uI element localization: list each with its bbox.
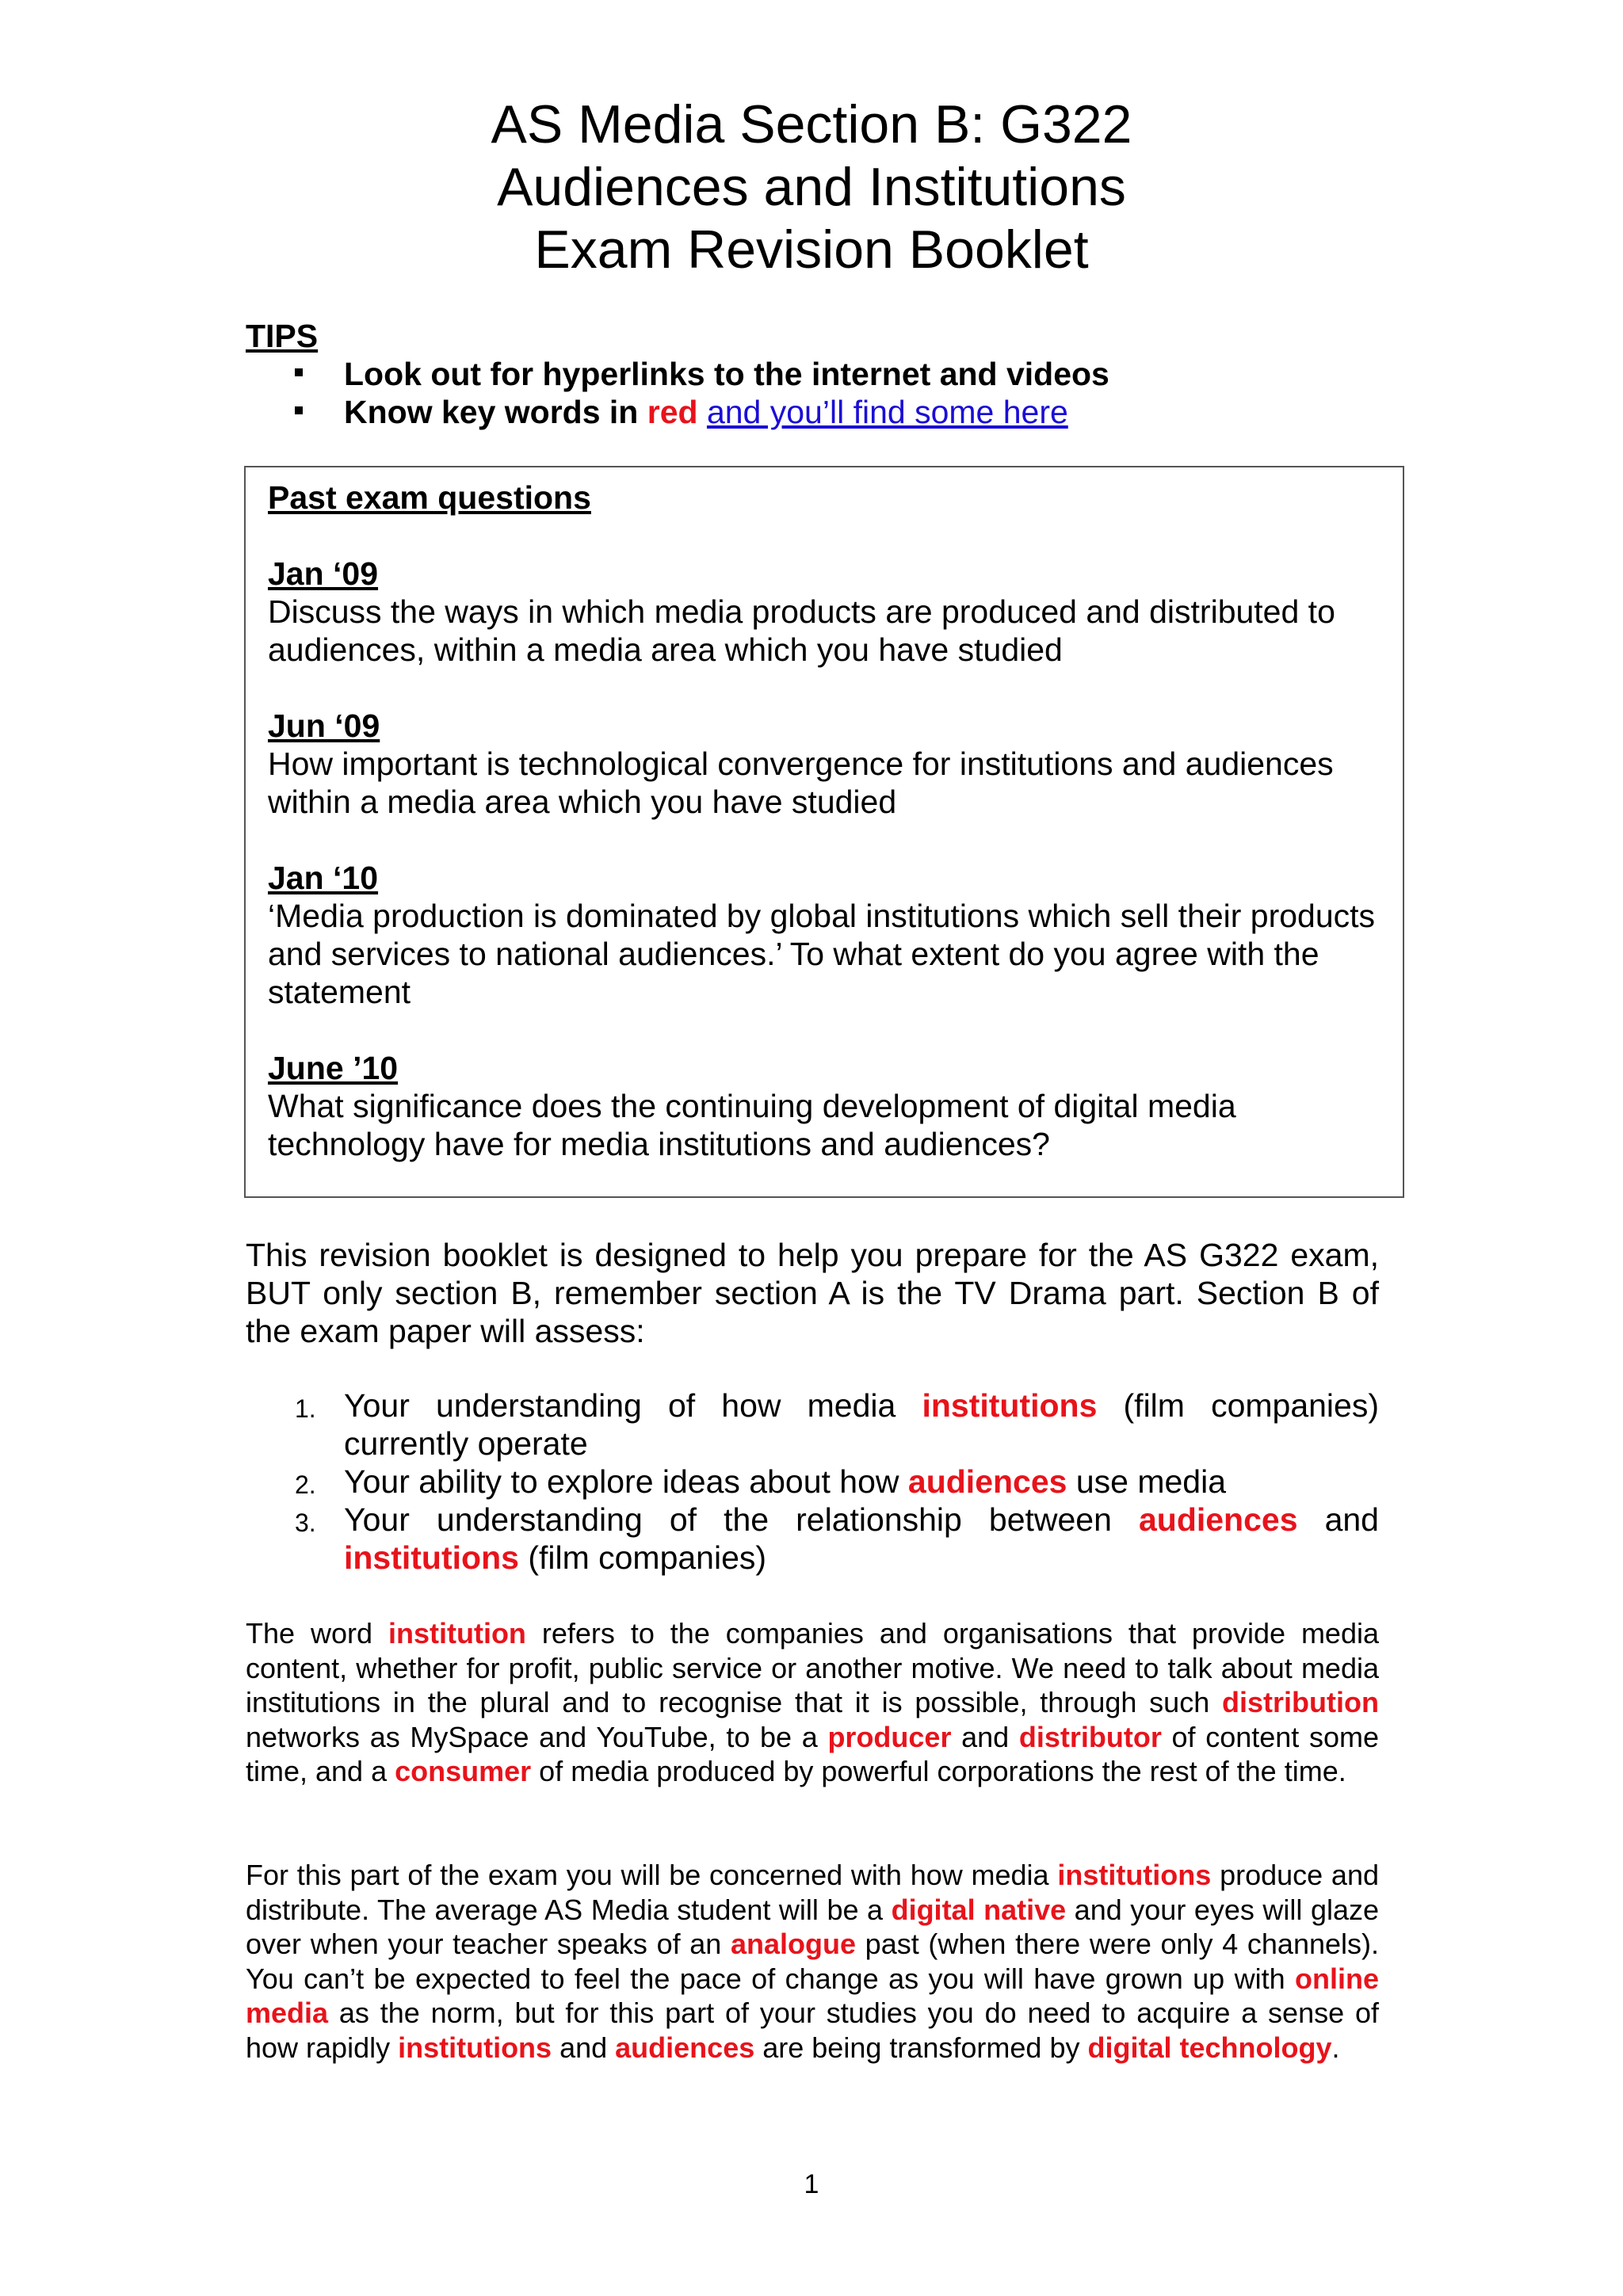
question-date: Jan ‘09 <box>268 555 379 592</box>
criteria-text: Your understanding of how media <box>344 1387 922 1424</box>
body-text: are being transformed by <box>754 2031 1088 2064</box>
body-text: . <box>1331 2031 1340 2064</box>
keyword-red: digital technology <box>1087 2031 1332 2064</box>
criteria-text: Your ability to explore ideas about how <box>344 1463 908 1500</box>
question-date: Jun ‘09 <box>268 707 380 744</box>
keyword-red: institutions <box>398 2031 552 2064</box>
keyword-red: producer <box>827 1720 952 1753</box>
body-text: and your eyes will glaze over when your teacher speaks of an <box>246 1893 1380 1960</box>
list-number: 2. <box>295 1470 316 1499</box>
keywords-link[interactable]: and you’ll find some here <box>706 394 1068 430</box>
tips-heading: TIPS <box>246 318 319 354</box>
criteria-text: use media <box>1067 1463 1227 1500</box>
tip-text: Look out for hyperlinks to the internet and videos <box>344 356 1109 392</box>
tip-item-keywords <box>246 393 1109 431</box>
digital-change-paragraph <box>246 1858 1379 2065</box>
keyword-red: consumer <box>395 1755 532 1787</box>
question-text: What significance does the continuing development of digital media technology have for media institutions and audiences? <box>268 1088 1236 1162</box>
keyword-red: audiences <box>615 2031 755 2064</box>
criteria-text: and <box>1297 1501 1379 1538</box>
body-text: refers to the companies and organisations that provide media content, whether for profit, public service or another motive. We need to talk about media institutions in the plural and to recognise that it is possible, through such <box>246 1617 1379 1718</box>
question-text: How important is technological convergence for institutions and audiences within a media area which you have studied <box>268 746 1334 820</box>
keyword-red: online media <box>246 1962 1379 2029</box>
keyword-red: institutions <box>922 1387 1098 1424</box>
keyword-red: audiences <box>907 1463 1067 1500</box>
keyword-red: institutions <box>344 1539 519 1576</box>
title-line-1: AS Media Section B: G322 <box>491 94 1132 154</box>
question-date: Jan ‘10 <box>268 860 379 896</box>
list-number: 1. <box>295 1394 316 1423</box>
past-exam-questions-box <box>244 466 1404 1198</box>
body-text: networks as MySpace and YouTube, to be a <box>246 1720 828 1753</box>
body-text: of media produced by powerful corporations the rest of the time. <box>531 1755 1346 1787</box>
list-number: 3. <box>295 1508 316 1537</box>
square-bullet-icon <box>295 406 303 414</box>
keyword-red: institutions <box>1057 1859 1212 1891</box>
past-exam-questions-heading: Past exam questions <box>268 479 591 516</box>
body-text: The word <box>246 1617 388 1650</box>
criteria-text: Your understanding of the relationship between <box>344 1501 1139 1538</box>
question-text: Discuss the ways in which media products are produced and distributed to audiences, within a media area which you have studied <box>268 593 1335 668</box>
keyword-red: red <box>647 394 698 430</box>
page-number: 1 <box>804 2169 819 2199</box>
document-title <box>0 93 1623 281</box>
criteria-item <box>246 1501 1379 1577</box>
keyword-red: distribution <box>1222 1686 1379 1718</box>
assessment-criteria-list <box>246 1386 1379 1577</box>
question-date: June ’10 <box>268 1050 399 1086</box>
title-line-3: Exam Revision Booklet <box>534 219 1089 280</box>
intro-paragraph: This revision booklet is designed to help you prepare for the AS G322 exam, BUT only section B, remember section A is the TV Drama part. Section B of the exam paper will assess: <box>246 1237 1379 1349</box>
title-line-2: Audiences and Institutions <box>497 157 1126 217</box>
tip-item-hyperlinks <box>246 355 1109 393</box>
criteria-item <box>246 1386 1379 1463</box>
institution-paragraph <box>246 1616 1379 1789</box>
keyword-red: analogue <box>730 1928 857 1960</box>
tip-text: Know key words in <box>344 394 647 430</box>
keyword-red: audiences <box>1138 1501 1298 1538</box>
tips-list <box>246 355 1109 431</box>
body-text: produce and distribute. The average AS Media student will be a <box>246 1859 1379 1926</box>
body-text: past (when there were only 4 channels). You can’t be expected to feel the pace of change as you will have grown up with <box>246 1928 1379 1995</box>
keyword-red: digital native <box>891 1893 1067 1926</box>
question-text: ‘Media production is dominated by global institutions which sell their products and services to national audiences.’ To what extent do you agree with the statement <box>268 898 1376 1010</box>
body-text: and <box>552 2031 616 2064</box>
body-text: of content some time, and a <box>246 1720 1379 1787</box>
body-text: and <box>951 1720 1019 1753</box>
criteria-text: (film companies) currently operate <box>344 1387 1380 1462</box>
body-text: For this part of the exam you will be concerned with how media <box>246 1859 1058 1891</box>
keyword-red: institution <box>388 1617 526 1650</box>
criteria-item <box>246 1463 1379 1501</box>
square-bullet-icon <box>295 368 303 376</box>
criteria-text: (film companies) <box>518 1539 767 1576</box>
body-text: as the norm, but for this part of your studies you do need to acquire a sense of how rapidly <box>246 1997 1379 2064</box>
keyword-red: distributor <box>1018 1720 1162 1753</box>
